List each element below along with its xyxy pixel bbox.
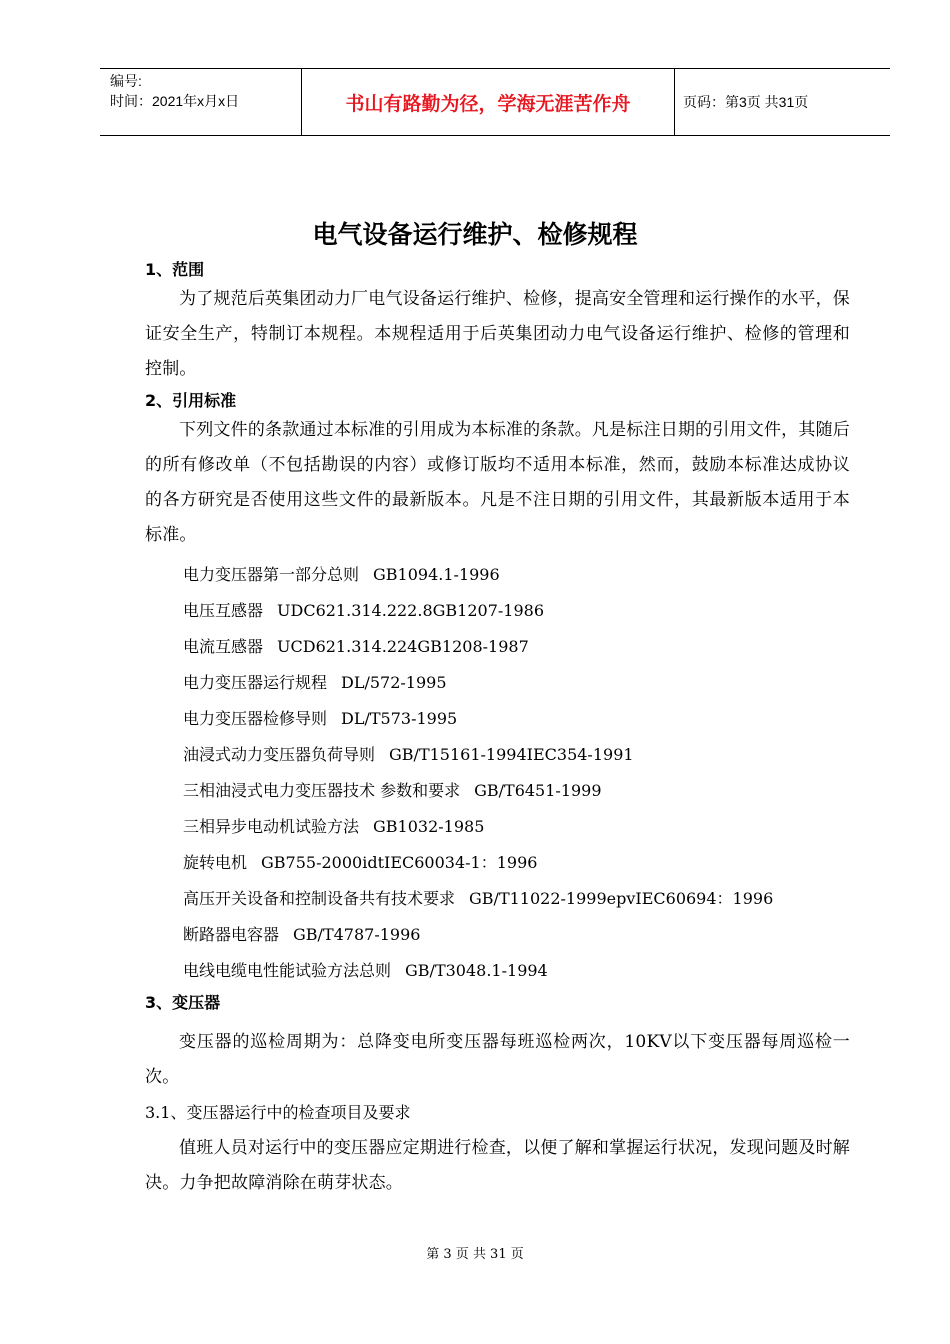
standard-name: 高压开关设备和控制设备共有技术要求 — [183, 889, 456, 908]
motto-text: 书山有路勤为径，学海无涯苦作舟 — [345, 92, 631, 115]
standard-code: GB/T3048.1-1994 — [405, 961, 548, 980]
standard-name: 三相油浸式电力变压器技术 参数和要求 — [183, 781, 461, 800]
standard-item — [145, 881, 850, 917]
section-heading-references: 2、引用标准 — [145, 391, 237, 410]
standard-item — [145, 845, 850, 881]
document-time-label: 时间：2021年x月x日 — [110, 93, 240, 109]
page-header — [100, 68, 890, 136]
standards-list — [145, 557, 850, 989]
section-body-transformer: 变压器的巡检周期为：总降变电所变压器每班巡检两次，10KV以下变压器每周巡检一次。 — [145, 1032, 850, 1087]
standard-name: 电线电缆电性能试验方法总则 — [183, 961, 392, 980]
standard-code: GB1094.1-1996 — [373, 565, 500, 584]
standard-item — [145, 629, 850, 665]
header-motto — [302, 69, 675, 135]
footer-page-number: 第 3 页 共 31 页 — [426, 1247, 524, 1262]
standard-code: GB755-2000idtIEC60034-1：1996 — [261, 853, 538, 872]
standard-item — [145, 953, 850, 989]
standard-item — [145, 701, 850, 737]
section-heading-scope: 1、范围 — [145, 260, 205, 279]
standard-name: 三相异步电动机试验方法 — [183, 817, 360, 836]
standard-code: UDC621.314.222.8GB1207-1986 — [277, 601, 545, 620]
subsection-heading-inspection: 3.1、变压器运行中的检查项目及要求 — [145, 1103, 411, 1122]
section-body-references: 下列文件的条款通过本标准的引用成为本标准的条款。凡是标注日期的引用文件，其随后的所有修改单（不包括勘误的内容）或修订版均不适用本标准，然而，鼓励本标准达成协议的各方研究是否使用这些文件的最新版本。凡是不注日期的引用文件，其最新版本适用于本标准。 — [145, 420, 850, 545]
subsection-body-inspection: 值班人员对运行中的变压器应定期进行检查，以便了解和掌握运行状况，发现问题及时解决。力争把故障消除在萌芽状态。 — [145, 1138, 850, 1193]
standard-item — [145, 593, 850, 629]
standard-code: DL/572-1995 — [341, 673, 447, 692]
standard-item — [145, 737, 850, 773]
page-footer — [0, 1246, 950, 1264]
standard-code: UCD621.314.224GB1208-1987 — [277, 637, 529, 656]
standard-item — [145, 773, 850, 809]
document-body — [145, 258, 850, 1201]
standard-code: GB1032-1985 — [373, 817, 485, 836]
standard-code: GB/T11022-1999epvIEC60694：1996 — [469, 889, 774, 908]
page-info-text: 页码：第3页 共31页 — [683, 94, 809, 110]
document-number-label: 编号: — [110, 73, 142, 89]
standard-code: GB/T6451-1999 — [474, 781, 602, 800]
standard-code: GB/T15161-1994IEC354-1991 — [389, 745, 634, 764]
document-title: 电气设备运行维护、检修规程 — [312, 220, 638, 249]
header-meta — [100, 69, 302, 135]
header-page-info — [675, 69, 890, 135]
standard-item — [145, 665, 850, 701]
standard-name: 电流互感器 — [183, 637, 264, 656]
standard-name: 断路器电容器 — [183, 925, 280, 944]
standard-item — [145, 557, 850, 593]
standard-name: 旋转电机 — [183, 853, 248, 872]
section-heading-transformer: 3、变压器 — [145, 993, 221, 1012]
standard-item — [145, 809, 850, 845]
standard-name: 电力变压器检修导则 — [183, 709, 328, 728]
standard-code: GB/T4787-1996 — [293, 925, 421, 944]
standard-item — [145, 917, 850, 953]
standard-code: DL/T573-1995 — [341, 709, 458, 728]
standard-name: 油浸式动力变压器负荷导则 — [183, 745, 376, 764]
section-body-scope: 为了规范后英集团动力厂电气设备运行维护、检修，提高安全管理和运行操作的水平，保证安全生产，特制订本规程。本规程适用于后英集团动力电气设备运行维护、检修的管理和控制。 — [145, 289, 850, 379]
standard-name: 电压互感器 — [183, 601, 264, 620]
standard-name: 电力变压器运行规程 — [183, 673, 328, 692]
standard-name: 电力变压器第一部分总则 — [183, 565, 360, 584]
